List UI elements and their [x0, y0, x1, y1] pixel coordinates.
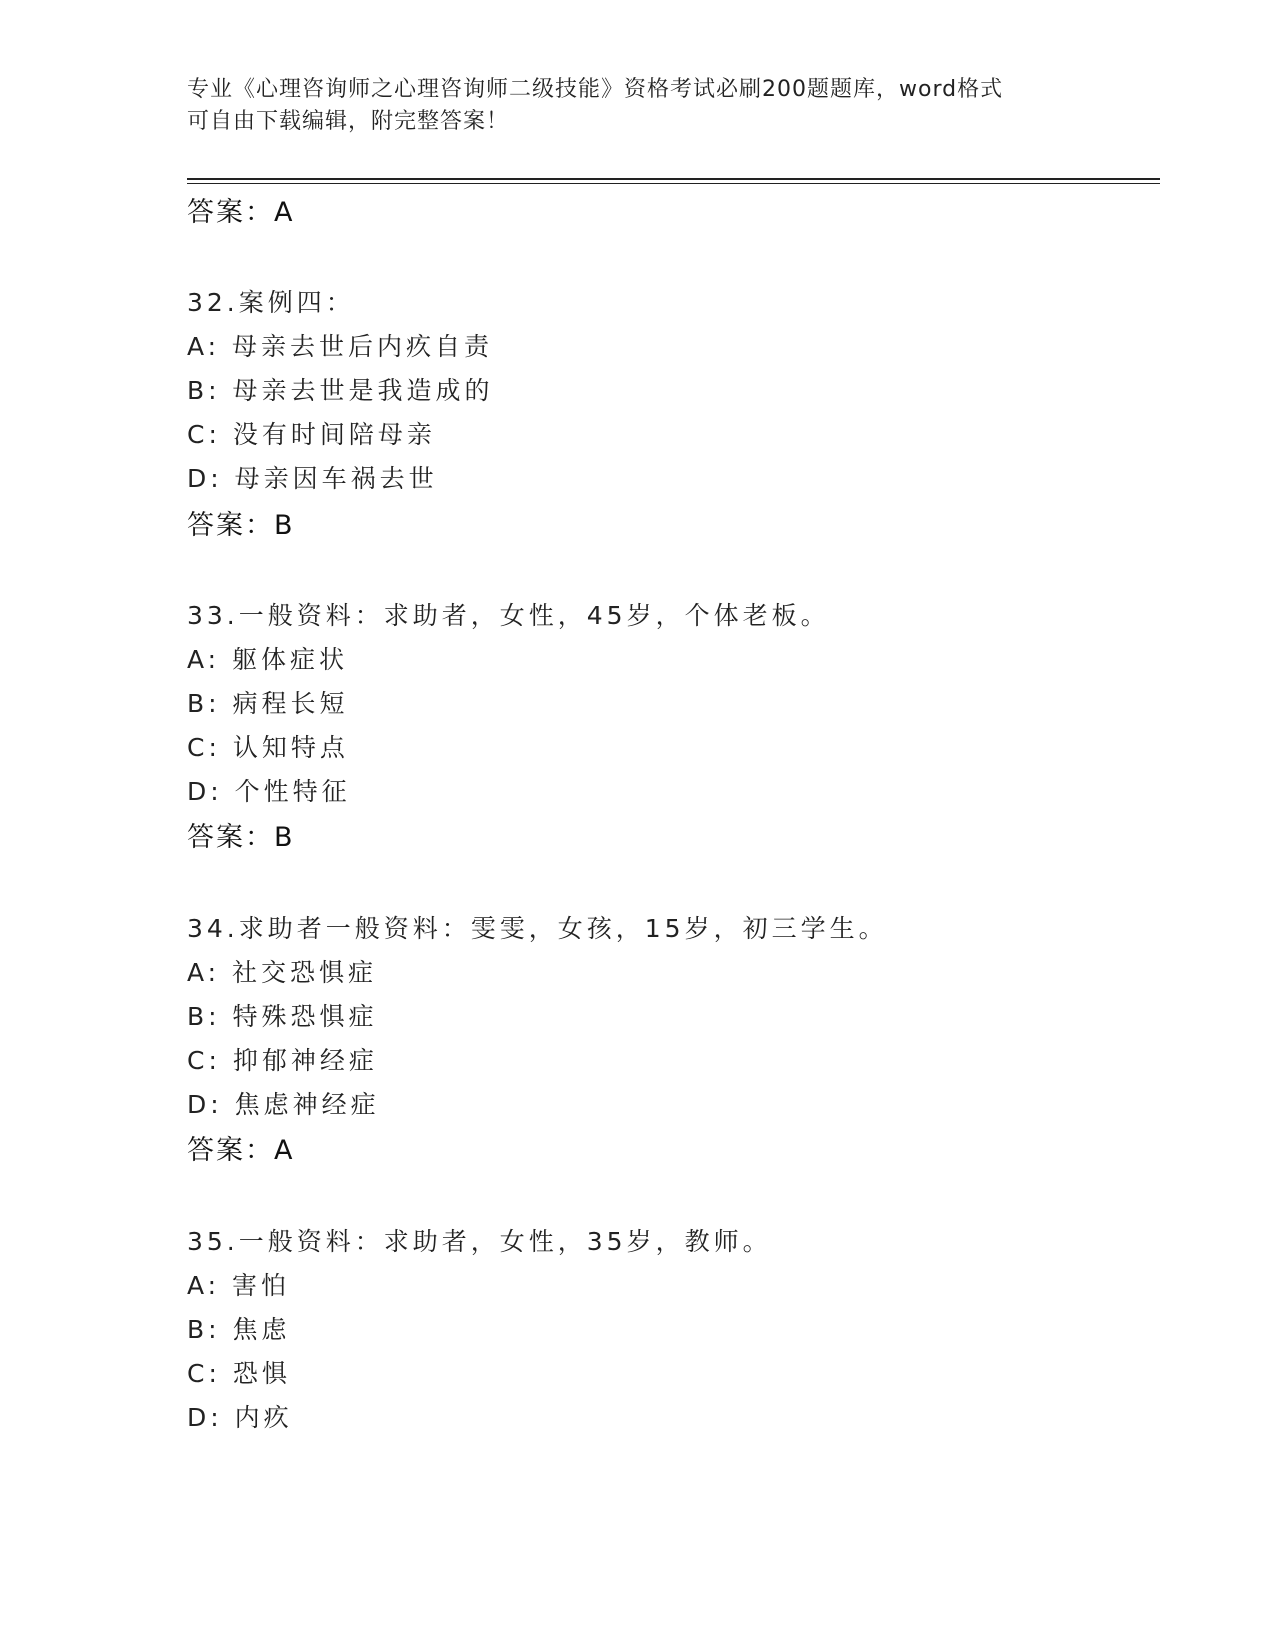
- question-35-option-a: A: 害怕: [187, 1271, 291, 1300]
- answer-q31: 答案：A: [187, 197, 295, 228]
- question-33-text: 33.一般资料：求助者，女性，45岁，个体老板。: [187, 601, 830, 630]
- question-35-option-d: D: 内疚: [187, 1403, 293, 1432]
- question-35-option-b: B: 焦虑: [187, 1315, 291, 1344]
- question-33-option-c: C: 认知特点: [187, 733, 349, 762]
- question-32-option-c: C: 没有时间陪母亲: [187, 420, 436, 449]
- question-34-option-a: A: 社交恐惧症: [187, 958, 378, 987]
- question-33-option-d: D: 个性特征: [187, 777, 351, 806]
- question-34-option-c: C: 抑郁神经症: [187, 1046, 378, 1075]
- answer-q32: 答案：B: [187, 510, 295, 541]
- question-32-option-a: A: 母亲去世后内疚自责: [187, 332, 494, 361]
- question-32-text: 32.案例四：: [187, 288, 355, 317]
- question-35-option-c: C: 恐惧: [187, 1359, 291, 1388]
- question-35-text: 35.一般资料：求助者，女性，35岁，教师。: [187, 1227, 772, 1256]
- answer-q34: 答案：A: [187, 1135, 295, 1166]
- question-32-option-b: B: 母亲去世是我造成的: [187, 376, 494, 405]
- header-divider-thick: [187, 178, 1160, 180]
- document-header: [187, 74, 1087, 138]
- answer-q33: 答案：B: [187, 822, 295, 853]
- question-34-text: 34.求助者一般资料：雯雯，女孩，15岁，初三学生。: [187, 914, 888, 943]
- header-line-2: 可自由下载编辑，附完整答案！: [187, 109, 510, 134]
- question-34-option-b: B: 特殊恐惧症: [187, 1002, 378, 1031]
- question-32-option-d: D: 母亲因车祸去世: [187, 464, 438, 493]
- question-33-option-b: B: 病程长短: [187, 689, 349, 718]
- header-divider-thin: [187, 183, 1160, 184]
- question-33-option-a: A: 躯体症状: [187, 645, 349, 674]
- header-line-1: 专业《心理咨询师之心理咨询师二级技能》资格考试必刷200题题库，word格式: [187, 77, 1004, 102]
- question-34-option-d: D: 焦虑神经症: [187, 1090, 380, 1119]
